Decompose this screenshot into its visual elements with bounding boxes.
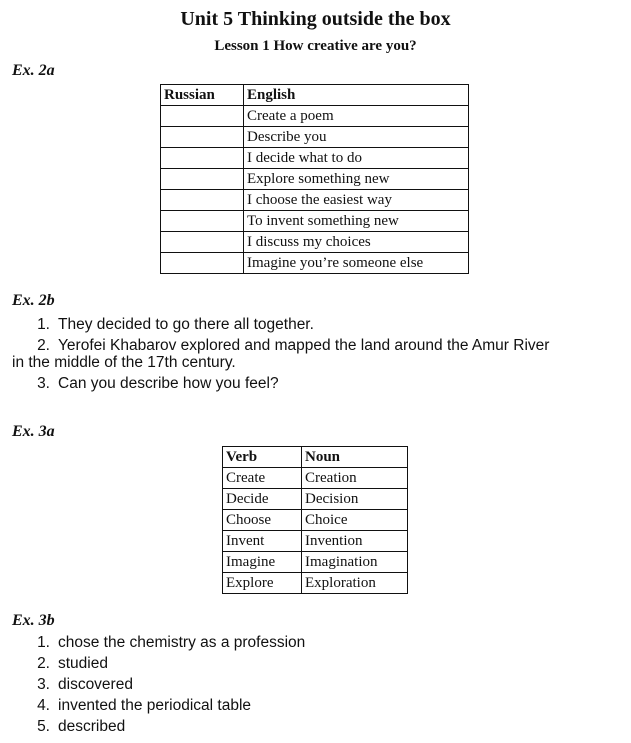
list-item: [12, 674, 612, 695]
cell-english: Create a poem: [244, 106, 469, 127]
item-number: 4.: [37, 697, 50, 714]
item-text: studied: [58, 655, 108, 672]
cell-russian: [161, 232, 244, 253]
item-number: 1.: [37, 634, 50, 651]
cell-verb: Imagine: [223, 552, 302, 573]
cell-russian: [161, 169, 244, 190]
cell-noun: Exploration: [302, 573, 408, 594]
cell-english: Explore something new: [244, 169, 469, 190]
table-row: [161, 127, 469, 148]
item-text: They decided to go there all together.: [58, 316, 314, 333]
list-item: [12, 695, 612, 716]
table-row: [223, 468, 408, 489]
cell-english: I discuss my choices: [244, 232, 469, 253]
cell-russian: [161, 127, 244, 148]
item-number: 1.: [37, 316, 50, 333]
table-row: [161, 232, 469, 253]
table-row: [161, 169, 469, 190]
lesson-subtitle: Lesson 1 How creative are you?: [214, 38, 417, 54]
column-header-noun: Noun: [302, 447, 408, 468]
cell-english: Describe you: [244, 127, 469, 148]
column-header-verb: Verb: [223, 447, 302, 468]
item-text: chose the chemistry as a profession: [58, 634, 306, 651]
cell-russian: [161, 106, 244, 127]
table-row: [161, 148, 469, 169]
item-text: Yerofei Khabarov explored and mapped the land around the Amur River: [58, 337, 550, 354]
list-item: [12, 373, 624, 394]
list-item: [12, 632, 612, 653]
cell-verb: Decide: [223, 489, 302, 510]
table-row: [223, 552, 408, 573]
item-text-continued: in the middle of the 17th century.: [12, 354, 236, 371]
table-row: [223, 489, 408, 510]
list-item: [12, 716, 612, 737]
cell-russian: [161, 211, 244, 232]
table-row: [161, 211, 469, 232]
cell-russian: [161, 148, 244, 169]
cell-russian: [161, 190, 244, 211]
table-row: [161, 190, 469, 211]
cell-noun: Imagination: [302, 552, 408, 573]
ex3b-label: Ex. 3b: [12, 612, 55, 629]
cell-english: To invent something new: [244, 211, 469, 232]
cell-verb: Invent: [223, 531, 302, 552]
cell-russian: [161, 253, 244, 274]
list-item: [12, 653, 612, 674]
cell-noun: Choice: [302, 510, 408, 531]
item-text: described: [58, 718, 126, 735]
item-text: discovered: [58, 676, 133, 693]
page-title: Unit 5 Thinking outside the box: [180, 8, 451, 30]
table-row: [161, 106, 469, 127]
table-row: [223, 531, 408, 552]
table-header-row: [223, 447, 408, 468]
item-number: 5.: [37, 718, 50, 735]
table-row: [223, 510, 408, 531]
ex2a-table: [160, 84, 469, 274]
item-number: 3.: [37, 375, 50, 392]
table-row: [161, 253, 469, 274]
cell-english: I choose the easiest way: [244, 190, 469, 211]
table-row: [223, 573, 408, 594]
ex2b-list: [12, 314, 624, 394]
column-header-russian: Russian: [161, 85, 244, 106]
cell-english: I decide what to do: [244, 148, 469, 169]
cell-noun: Creation: [302, 468, 408, 489]
table-header-row: [161, 85, 469, 106]
cell-noun: Invention: [302, 531, 408, 552]
item-text: Can you describe how you feel?: [58, 375, 279, 392]
ex3b-list: [12, 632, 612, 737]
cell-english: Imagine you’re someone else: [244, 253, 469, 274]
item-number: 3.: [37, 676, 50, 693]
item-number: 2.: [37, 337, 50, 354]
ex2b-label: Ex. 2b: [12, 292, 55, 309]
ex3a-label: Ex. 3a: [12, 423, 55, 440]
cell-verb: Create: [223, 468, 302, 489]
column-header-english: English: [244, 85, 469, 106]
ex2a-label: Ex. 2a: [12, 62, 55, 79]
list-item: [12, 314, 624, 335]
ex3a-table: [222, 446, 408, 594]
cell-verb: Explore: [223, 573, 302, 594]
cell-verb: Choose: [223, 510, 302, 531]
item-number: 2.: [37, 655, 50, 672]
item-text: invented the periodical table: [58, 697, 252, 714]
cell-noun: Decision: [302, 489, 408, 510]
